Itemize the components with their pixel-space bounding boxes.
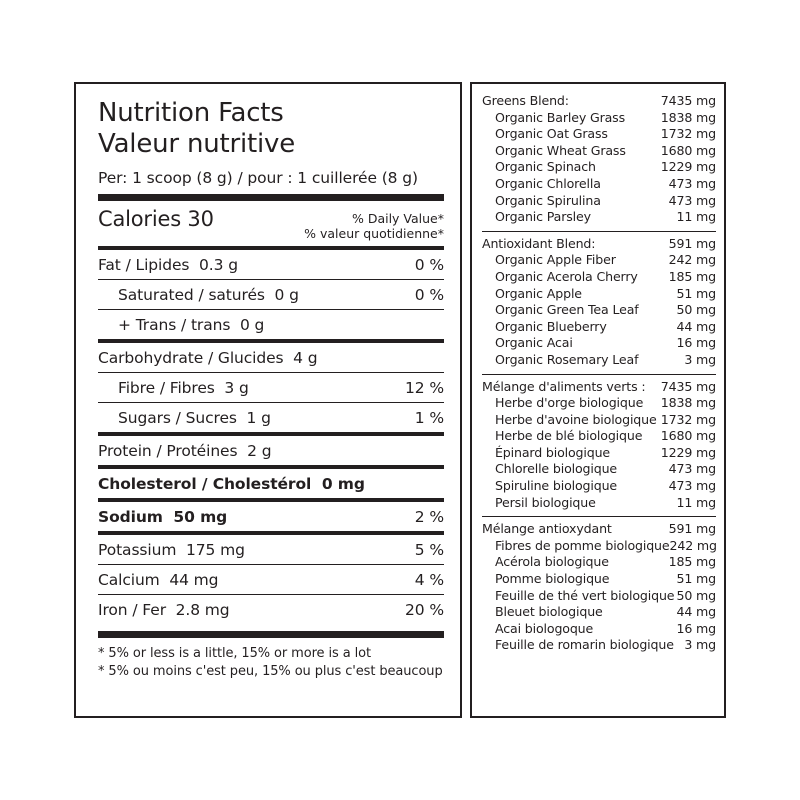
ingredient-amount: 11 mg <box>676 209 716 225</box>
ingredient-name: Organic Green Tea Leaf <box>495 302 639 318</box>
ingredient-group-header <box>482 93 716 110</box>
ingredient-row <box>482 461 716 478</box>
ingredient-name: Organic Blueberry <box>495 318 607 334</box>
ingredient-name: Organic Oat Grass <box>495 126 608 142</box>
ingredient-group-antioxidant-blend <box>482 235 716 371</box>
ingredient-row <box>482 110 716 127</box>
ingredient-name: Feuille de romarin biologique <box>495 637 674 653</box>
ingredient-group-header <box>482 521 716 538</box>
ingredient-amount: 3 mg <box>684 637 716 653</box>
daily-value-header-en: % Daily Value* <box>351 211 444 226</box>
ingredient-group-header <box>482 379 716 396</box>
ingredient-name: Persil biologique <box>495 494 596 510</box>
ingredient-name: Herbe d'avoine biologique <box>495 411 657 427</box>
ingredient-row <box>482 209 716 226</box>
ingredient-row <box>482 319 716 336</box>
ingredient-amount: 7435 mg <box>660 93 716 108</box>
ingredient-name: Acai biologoque <box>495 620 594 636</box>
ingredient-amount: 1680 mg <box>660 142 716 158</box>
ingredient-amount: 1838 mg <box>660 395 716 411</box>
ingredient-group-melange-aliments-verts <box>482 378 716 514</box>
nutrient-name: + Trans / trans 0 g <box>118 316 265 334</box>
calories-label: Calories 30 <box>98 207 214 231</box>
nutrient-row <box>98 310 444 339</box>
nutrient-name: Carbohydrate / Glucides 4 g <box>98 349 318 367</box>
nutrient-dv: 0 % <box>414 256 444 274</box>
ingredient-row <box>482 571 716 588</box>
nutrient-row <box>98 373 444 402</box>
ingredient-row <box>482 445 716 462</box>
nutrient-name: Calcium 44 mg <box>98 571 219 589</box>
ingredient-group-greens-blend <box>482 92 716 228</box>
ingredient-amount: 242 mg <box>668 252 716 268</box>
nutrient-row <box>98 535 444 564</box>
ingredient-name: Organic Rosemary Leaf <box>495 351 639 367</box>
ingredient-divider <box>482 374 716 375</box>
ingredient-amount: 473 mg <box>668 461 716 477</box>
ingredient-row <box>482 604 716 621</box>
nutrient-name: Protein / Protéines 2 g <box>98 442 272 460</box>
ingredient-row <box>482 428 716 445</box>
ingredient-amount: 1229 mg <box>660 444 716 460</box>
nutrient-dv: 12 % <box>405 379 444 397</box>
ingredient-name: Bleuet biologique <box>495 604 603 620</box>
nutrient-dv: 1 % <box>414 409 444 427</box>
ingredient-amount: 51 mg <box>676 285 716 301</box>
ingredient-amount: 3 mg <box>684 351 716 367</box>
ingredient-amount: 242 mg <box>669 537 717 553</box>
ingredient-row <box>482 269 716 286</box>
ingredient-amount: 16 mg <box>676 335 716 351</box>
ingredient-name: Herbe d'orge biologique <box>495 395 644 411</box>
ingredient-name: Organic Apple <box>495 285 582 301</box>
ingredient-group-header <box>482 236 716 253</box>
ingredient-row <box>482 176 716 193</box>
ingredient-amount: 1732 mg <box>660 411 716 427</box>
ingredient-row <box>482 193 716 210</box>
nutrition-facts-title-en: Nutrition Facts <box>98 98 284 128</box>
serving-size: Per: 1 scoop (8 g) / pour : 1 cuillerée (8 g) <box>98 169 418 187</box>
ingredient-row <box>482 302 716 319</box>
ingredient-row <box>482 588 716 605</box>
ingredient-amount: 50 mg <box>676 302 716 318</box>
ingredient-amount: 1838 mg <box>660 109 716 125</box>
nutrient-name: Sugars / Sucres 1 g <box>118 409 271 427</box>
ingredient-name: Chlorelle biologique <box>495 461 617 477</box>
ingredient-row <box>482 159 716 176</box>
ingredient-amount: 44 mg <box>676 604 716 620</box>
calories-row <box>98 201 444 246</box>
footnote <box>98 638 444 681</box>
nutrient-name: Sodium 50 mg <box>98 508 228 526</box>
nutrient-row <box>98 436 444 465</box>
ingredient-amount: 7435 mg <box>660 378 716 394</box>
nutrient-name: Iron / Fer 2.8 mg <box>98 601 230 619</box>
nutrient-name: Saturated / saturés 0 g <box>118 286 299 304</box>
ingredient-name: Mélange antioxydant <box>482 521 612 537</box>
ingredient-row <box>482 335 716 352</box>
ingredient-divider <box>482 231 716 232</box>
ingredient-row <box>482 395 716 412</box>
ingredient-amount: 44 mg <box>676 318 716 334</box>
nutrient-row <box>98 343 444 372</box>
ingredient-name: Mélange d'aliments verts : <box>482 378 646 394</box>
ingredient-name: Épinard biologique <box>495 444 611 460</box>
nutrient-name: Fibre / Fibres 3 g <box>118 379 249 397</box>
nutrient-row <box>98 250 444 279</box>
nutrient-name: Potassium 175 mg <box>98 541 245 559</box>
ingredient-row <box>482 621 716 638</box>
nutrient-dv: 5 % <box>414 541 444 559</box>
ingredient-row <box>482 252 716 269</box>
ingredient-amount: 473 mg <box>668 192 716 208</box>
nutrition-facts-panel <box>74 82 462 718</box>
ingredient-amount: 473 mg <box>668 175 716 191</box>
footnote-en: * 5% or less is a little, 15% or more is a lot <box>98 646 371 661</box>
divider-thick-bottom <box>98 631 444 638</box>
ingredient-row <box>482 554 716 571</box>
ingredient-amount: 473 mg <box>668 478 716 494</box>
nutrient-row <box>98 469 444 498</box>
daily-value-header-fr: % valeur quotidienne* <box>304 226 444 241</box>
nutrient-row <box>98 565 444 594</box>
ingredient-amount: 11 mg <box>676 494 716 510</box>
nutrient-name: Cholesterol / Cholestérol 0 mg <box>98 475 365 493</box>
ingredient-name: Antioxidant Blend: <box>482 235 596 251</box>
ingredient-amount: 16 mg <box>676 620 716 636</box>
daily-value-header <box>304 207 444 241</box>
nutrient-row <box>98 403 444 432</box>
divider-thick-top <box>98 194 444 201</box>
ingredient-name: Greens Blend: <box>482 93 569 108</box>
nutrition-facts-title-fr: Valeur nutritive <box>98 129 296 159</box>
ingredient-row <box>482 412 716 429</box>
ingredient-name: Organic Apple Fiber <box>495 252 616 268</box>
nutrient-dv: 20 % <box>405 601 444 619</box>
nutrient-dv: 0 % <box>414 286 444 304</box>
nutrient-row <box>98 595 444 624</box>
ingredient-name: Organic Spirulina <box>495 192 601 208</box>
nutrient-row <box>98 502 444 531</box>
ingredient-name: Organic Parsley <box>495 209 591 225</box>
ingredient-amount: 185 mg <box>668 268 716 284</box>
ingredient-row <box>482 538 716 555</box>
ingredient-amount: 591 mg <box>668 521 716 537</box>
ingredient-name: Herbe de blé biologique <box>495 428 643 444</box>
footnote-fr: * 5% ou moins c'est peu, 15% ou plus c'est beaucoup <box>98 664 443 679</box>
ingredient-name: Pomme biologique <box>495 571 610 587</box>
ingredient-amount: 591 mg <box>668 235 716 251</box>
ingredient-amount: 185 mg <box>668 554 716 570</box>
ingredient-name: Organic Wheat Grass <box>495 142 626 158</box>
ingredient-row <box>482 478 716 495</box>
ingredient-name: Spiruline biologique <box>495 478 617 494</box>
ingredient-divider <box>482 516 716 517</box>
ingredient-row <box>482 352 716 369</box>
ingredient-name: Feuille de thé vert biologique <box>495 587 675 603</box>
ingredient-name: Acérola biologique <box>495 554 609 570</box>
ingredient-amount: 50 mg <box>676 587 716 603</box>
ingredient-group-melange-antioxydant <box>482 520 716 656</box>
ingredient-amount: 1732 mg <box>660 126 716 142</box>
ingredient-row <box>482 126 716 143</box>
ingredient-row <box>482 286 716 303</box>
ingredient-name: Organic Chlorella <box>495 175 601 191</box>
ingredient-row <box>482 143 716 160</box>
ingredient-name: Organic Acai <box>495 335 573 351</box>
ingredient-blends-panel <box>470 82 726 718</box>
nutrient-dv: 2 % <box>414 508 444 526</box>
nutrient-dv: 4 % <box>414 571 444 589</box>
ingredient-name: Fibres de pomme biologique <box>495 537 670 553</box>
nutrient-row <box>98 280 444 309</box>
ingredient-amount: 51 mg <box>676 571 716 587</box>
ingredient-amount: 1229 mg <box>660 159 716 175</box>
ingredient-amount: 1680 mg <box>660 428 716 444</box>
ingredient-row <box>482 495 716 512</box>
ingredient-name: Organic Barley Grass <box>495 109 626 125</box>
ingredient-name: Organic Acerola Cherry <box>495 268 638 284</box>
nutrient-name: Fat / Lipides 0.3 g <box>98 256 238 274</box>
ingredient-row <box>482 637 716 654</box>
ingredient-name: Organic Spinach <box>495 159 596 175</box>
